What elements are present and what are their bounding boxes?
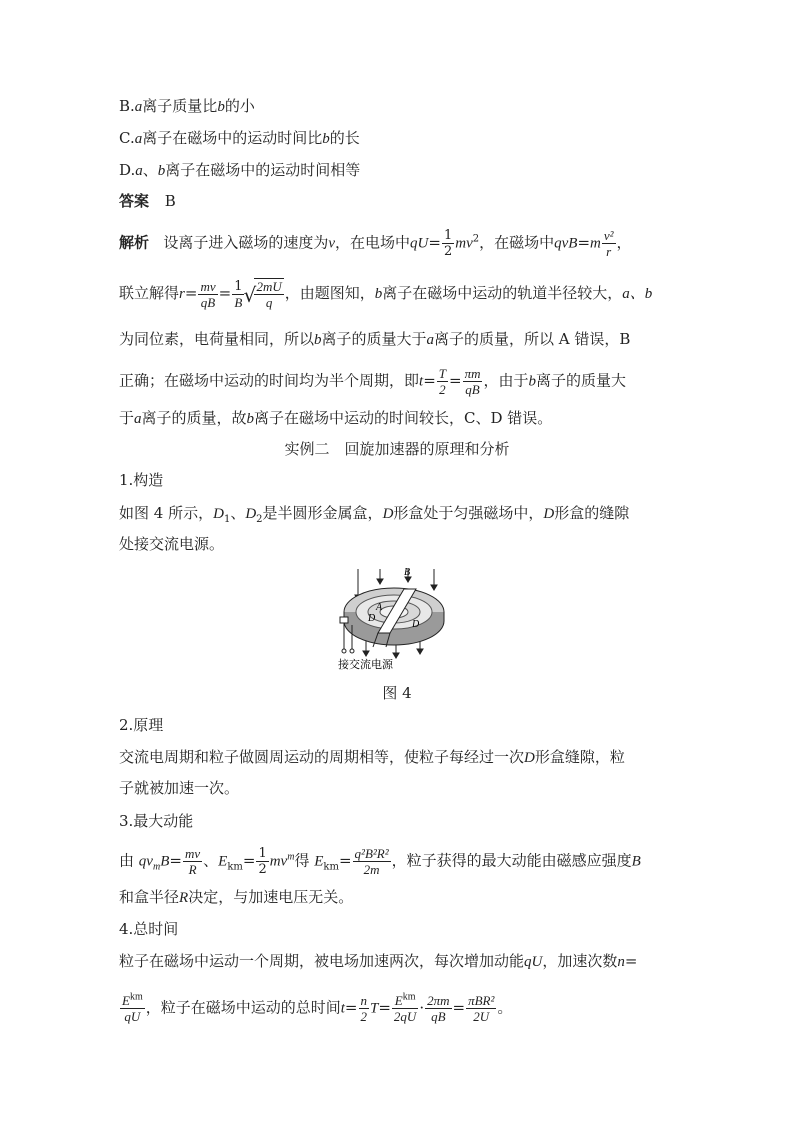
denominator: qB: [431, 1009, 446, 1024]
numerator: 1: [234, 278, 243, 294]
label-ac-source: 接交流电源: [338, 659, 393, 670]
var-t: t: [419, 373, 424, 390]
var-b: b: [217, 99, 225, 115]
option-text: 的长: [329, 129, 360, 147]
equals: =: [423, 371, 436, 390]
numerator: [120, 993, 145, 1009]
equals: =: [344, 998, 358, 1017]
text: 决定，与加速电压无关。: [188, 888, 354, 906]
denominator: r: [606, 244, 612, 259]
option-d: [119, 159, 360, 182]
var-mv: mv: [269, 853, 288, 870]
numerator: n: [360, 993, 367, 1008]
max-energy-line-1: [119, 846, 641, 877]
numerator: 2πm: [427, 993, 450, 1008]
fraction: [425, 993, 451, 1024]
option-c-label: C.: [119, 129, 135, 147]
fraction: [120, 993, 145, 1024]
denominator: 2: [258, 862, 267, 877]
var-qu: qU: [524, 954, 543, 970]
heading-total-time: 4.总时间: [119, 920, 179, 938]
total-time-line-1: [119, 950, 637, 973]
subscript: km: [227, 861, 243, 873]
equals: =: [428, 233, 441, 252]
equals: =: [242, 851, 256, 870]
var-e: E: [122, 993, 130, 1008]
text: 得: [294, 851, 310, 870]
cyclotron-figure: [338, 567, 450, 670]
text: 正确；在磁场中运动的时间均为半个周期，即: [119, 371, 420, 390]
var-t-period: T: [370, 1000, 379, 1017]
cyclotron-diagram: [338, 567, 450, 670]
superscript: m: [287, 851, 295, 863]
fraction: [183, 846, 202, 877]
equals: =: [184, 284, 198, 302]
var-d: D: [245, 506, 257, 522]
principle-line-1: [119, 746, 625, 769]
fraction: [254, 278, 283, 310]
subscript: km: [323, 861, 339, 873]
denominator: qB: [200, 294, 216, 310]
var-b-field: B: [160, 853, 170, 870]
denominator: 2: [360, 1009, 367, 1024]
equals: =: [218, 284, 232, 302]
text: 如图 4 所示，: [119, 504, 214, 522]
structure-line-1: [119, 502, 629, 525]
numerator: mv: [184, 846, 201, 861]
denominator: R: [188, 862, 197, 877]
text: ，粒子获得的最大动能由磁感应强度: [391, 851, 632, 870]
var-d: D: [524, 750, 535, 766]
var-qvb: qvB: [554, 235, 578, 252]
text: ，在电场中: [335, 233, 411, 252]
var-qu: qU: [410, 235, 429, 252]
var-b: b: [374, 286, 383, 302]
text: ，: [616, 233, 632, 252]
numerator: 1: [443, 228, 453, 243]
var-d: D: [543, 506, 555, 522]
numerator: 1: [258, 846, 267, 861]
var-r: r: [179, 286, 185, 302]
equals: =: [624, 952, 638, 970]
fraction: [359, 993, 370, 1024]
text: 设离子进入磁场的速度为: [163, 233, 329, 252]
numerator: √ 2mU: [256, 279, 282, 294]
text: 离子的质量大: [536, 371, 627, 390]
text: ，由于: [483, 371, 529, 390]
var-n: n: [617, 954, 625, 970]
var-b: b: [246, 411, 255, 427]
var-t: t: [340, 1000, 345, 1017]
var-e: E: [314, 853, 324, 870]
denominator: 2U: [473, 1009, 490, 1024]
numerator: v²: [603, 228, 614, 243]
heading-max-energy: 3.最大动能: [119, 812, 194, 830]
option-b-label: B.: [119, 97, 135, 115]
fraction: [256, 846, 268, 877]
subscript: 1: [223, 514, 231, 525]
separator: 、: [203, 851, 219, 870]
var-e: E: [218, 853, 228, 870]
var-b: 、b: [629, 286, 653, 302]
var-a: a: [134, 131, 143, 147]
denominator: 2: [443, 244, 453, 259]
numerator: q²B²R²: [354, 846, 389, 861]
equals: =: [452, 998, 466, 1017]
text: ，加速次数: [542, 952, 618, 970]
denominator: 2: [439, 382, 446, 397]
total-time-line-2: [119, 993, 512, 1024]
text: 于: [119, 409, 135, 427]
var-a: a: [134, 411, 142, 427]
var-e: E: [394, 993, 403, 1008]
denominator: B: [234, 294, 243, 310]
text: 为同位素，电荷量相同，所以: [119, 330, 315, 348]
text: 由: [119, 851, 135, 870]
var-b: b: [157, 163, 166, 179]
text: 是半圆形金属盒，: [262, 504, 383, 522]
var-mv: mv: [455, 235, 473, 252]
dot: ·: [419, 998, 425, 1017]
separator: 、: [142, 161, 158, 179]
numerator: [392, 993, 418, 1009]
subscript: m: [152, 861, 161, 873]
equals: =: [577, 233, 591, 252]
text: 离子的质量大于: [321, 330, 427, 348]
heading-principle: 2.原理: [119, 716, 164, 734]
fraction: [437, 366, 448, 397]
denominator: 2qU: [393, 1009, 417, 1024]
section-title: 实例二 回旋加速器的原理和分析: [284, 440, 510, 458]
denominator: q: [265, 295, 273, 310]
separator: 、: [230, 504, 246, 522]
equals: =: [169, 851, 182, 870]
structure-line-2: 处接交流电源。: [119, 535, 225, 553]
label-d1: D: [368, 613, 376, 624]
text: 形盒的缝隙: [554, 504, 630, 522]
option-c: [119, 127, 360, 150]
fraction: [198, 279, 217, 310]
option-text: 离子在磁场中的运动时间相等: [165, 161, 361, 179]
exponent: 2: [472, 233, 480, 245]
answer-line: [119, 190, 176, 212]
option-text: 离子质量比: [142, 97, 218, 115]
analysis-line-1: [119, 228, 632, 259]
fraction: [466, 993, 496, 1024]
equals: =: [338, 851, 352, 870]
numerator: πm: [464, 366, 481, 381]
text: 形盒处于匀强磁场中，: [393, 504, 544, 522]
var-d: D: [213, 506, 224, 522]
superscript: km: [402, 991, 416, 1003]
var-a: a: [622, 286, 630, 302]
square-root: [245, 278, 284, 310]
equals: =: [378, 998, 391, 1017]
numerator: mv: [200, 278, 216, 294]
text: 。: [497, 998, 513, 1017]
figure-caption: 图 4: [382, 684, 412, 702]
var-qv: qv: [138, 853, 153, 870]
var-b: b: [322, 131, 330, 147]
var-m: m: [590, 235, 601, 252]
text: ，由题图知，: [284, 284, 375, 302]
fraction: [392, 993, 418, 1024]
text: 离子在磁场中运动的轨道半径较大，: [382, 284, 623, 302]
fraction: [602, 228, 616, 259]
analysis-line-3: [119, 328, 630, 351]
var-b: b: [314, 332, 322, 348]
label-b: B: [404, 567, 411, 578]
denominator: qU: [124, 1009, 141, 1024]
fraction: [353, 846, 391, 877]
text: 和盒半径: [119, 888, 180, 906]
heading-structure: 1.构造: [119, 471, 164, 489]
text: ，在磁场中: [479, 233, 555, 252]
analysis-line-5: [119, 407, 552, 430]
analysis-line-4: [119, 366, 626, 397]
var-d: D: [382, 506, 394, 522]
text: ，粒子在磁场中运动的总时间: [145, 998, 341, 1017]
fraction: [442, 228, 454, 259]
var-a: a: [426, 332, 435, 348]
var-b: b: [528, 373, 536, 390]
principle-line-2: 子就被加速一次。: [119, 779, 240, 797]
text: 形盒缝隙，粒: [534, 748, 625, 766]
numerator: πBR²: [468, 993, 495, 1008]
text: 离子的质量，所以 A 错误，B: [434, 330, 631, 348]
answer-label: 答案: [119, 192, 150, 210]
text: 粒子在磁场中运动一个周期，被电场加速两次，每次增加动能: [119, 952, 525, 970]
subscript: 2: [256, 514, 263, 525]
text: 联立解得: [119, 284, 180, 302]
fraction: [463, 366, 483, 397]
denominator: qB: [465, 382, 480, 397]
numerator: T: [438, 366, 446, 381]
option-b: [119, 95, 255, 118]
analysis-label: 解析: [119, 233, 150, 252]
var-v: v: [328, 235, 336, 252]
text: 离子的质量，故: [141, 409, 247, 427]
option-text: 离子在磁场中的运动时间比: [142, 129, 323, 147]
superscript: km: [129, 991, 143, 1003]
var-r: R: [179, 890, 189, 906]
var-b-field: B: [631, 853, 641, 870]
var-a: a: [134, 99, 143, 115]
option-text: 的小: [224, 97, 255, 115]
denominator: 2m: [363, 862, 380, 877]
answer-value: B: [164, 192, 176, 210]
label-d2: D: [412, 619, 420, 630]
option-d-label: D.: [119, 161, 136, 179]
equals: =: [449, 371, 462, 390]
var-a: a: [135, 163, 143, 179]
label-a: A: [376, 602, 383, 613]
text: 交流电周期和粒子做圆周运动的周期相等，使粒子每经过一次: [119, 748, 525, 766]
analysis-line-2: [119, 278, 652, 310]
max-energy-line-2: [119, 886, 353, 909]
text: 离子在磁场中运动的时间较长，C、D 错误。: [254, 409, 553, 427]
